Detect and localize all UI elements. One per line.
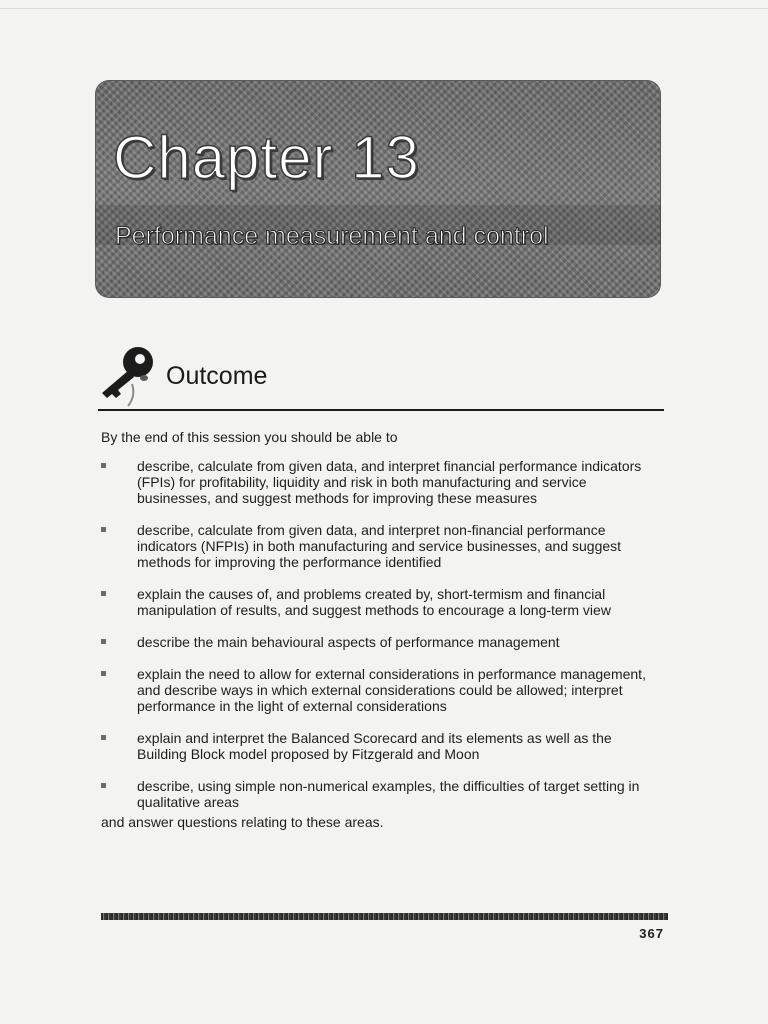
objective-text: explain the causes of, and problems created by, short-termism and financial manipulation of results, and suggest methods to encourage a long-term view bbox=[137, 586, 611, 618]
objective-item bbox=[101, 730, 661, 762]
objective-text: explain and interpret the Balanced Scorecard and its elements as well as the Building Block model proposed by Fitzgerald and Moon bbox=[137, 730, 612, 762]
objective-item bbox=[101, 458, 661, 506]
outcome-header bbox=[98, 340, 664, 412]
objective-text: explain the need to allow for external considerations in performance management, and describe ways in which external considerations could be allowed; interpret performance in the light of external considerations bbox=[137, 666, 646, 714]
outcome-divider bbox=[98, 409, 664, 411]
chapter-subtitle: Performance measurement and control bbox=[115, 222, 549, 250]
bullet-icon bbox=[101, 639, 106, 644]
outcome-closing: and answer questions relating to these areas. bbox=[101, 814, 384, 830]
objective-text: describe the main behavioural aspects of performance management bbox=[137, 634, 560, 650]
page-edge bbox=[0, 8, 768, 9]
objective-item bbox=[101, 586, 661, 618]
objective-text: describe, calculate from given data, and interpret non-financial performance indicators (NFPIs) in both manufacturing and service businesses, and suggest methods for improving the performance identified bbox=[137, 522, 622, 570]
objective-item bbox=[101, 666, 661, 714]
objective-item bbox=[101, 522, 661, 570]
objective-text: describe, calculate from given data, and interpret financial performance indicators (FPIs) for profitability, liquidity and risk in both manufacturing and service businesses, and suggest methods for improving these measures bbox=[137, 458, 642, 506]
chapter-title: Chapter 13 bbox=[113, 124, 420, 191]
outcome-intro: By the end of this session you should be able to bbox=[101, 429, 398, 445]
bullet-icon bbox=[101, 527, 106, 532]
chapter-banner bbox=[95, 80, 661, 298]
bullet-icon bbox=[101, 591, 106, 596]
objective-item bbox=[101, 778, 661, 810]
page-number: 367 bbox=[639, 926, 664, 941]
outcome-title: Outcome bbox=[166, 362, 268, 390]
bullet-icon bbox=[101, 463, 106, 468]
bullet-icon bbox=[101, 671, 106, 676]
objective-text: describe, using simple non-numerical examples, the difficulties of target setting in qualitative areas bbox=[137, 778, 640, 810]
bullet-icon bbox=[101, 735, 106, 740]
objective-item bbox=[101, 634, 661, 650]
footer-rule bbox=[101, 913, 668, 920]
key-icon bbox=[98, 340, 160, 410]
bullet-icon bbox=[101, 783, 106, 788]
objectives-list bbox=[101, 458, 661, 826]
